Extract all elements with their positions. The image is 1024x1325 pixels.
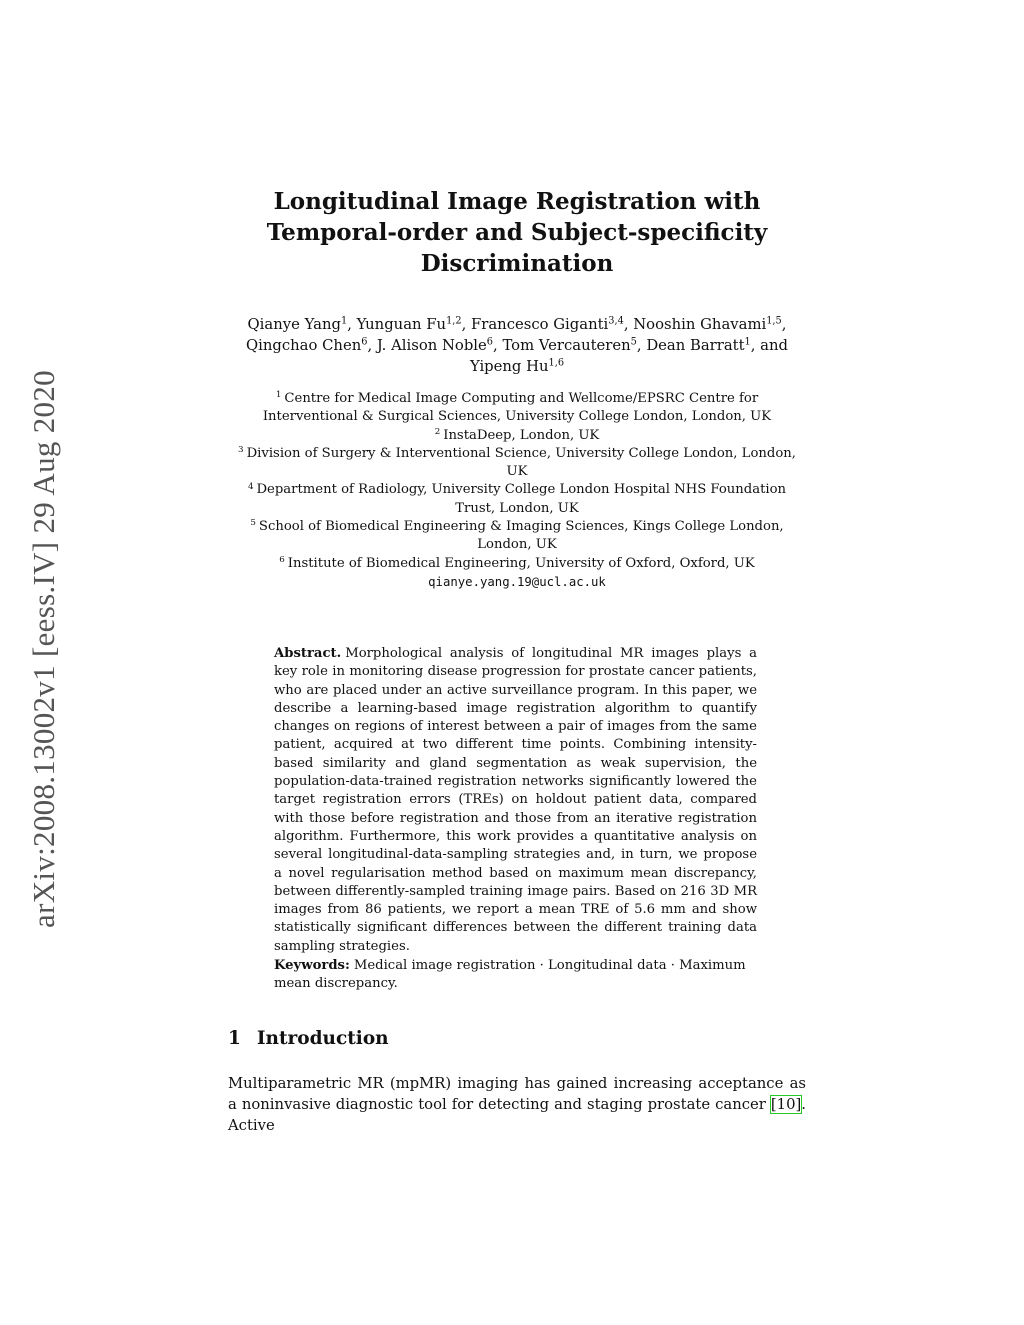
author-affil-sup: 3,4 <box>608 315 624 327</box>
affiliation-number: 5 <box>250 518 256 529</box>
affiliation-text: Division of Surgery & Interventional Science, University College London, London, <box>246 445 796 461</box>
author-name: Yunguan Fu <box>356 316 447 333</box>
affiliation-line <box>228 390 806 408</box>
affiliation-line <box>228 481 806 499</box>
author-name: Qingchao Chen <box>245 337 362 354</box>
author-name: Tom Vercauteren <box>502 337 631 354</box>
affiliation-line <box>228 518 806 536</box>
author-affil-sup: 1,5 <box>766 315 782 327</box>
author-affil-sup: 6 <box>361 336 368 348</box>
arxiv-identifier-text: arXiv:2008.13002v1 [eess.IV] 29 Aug 2020 <box>26 370 61 928</box>
contact-email[interactable]: qianye.yang.19@ucl.ac.uk <box>428 574 606 589</box>
affiliation-text: Institute of Biomedical Engineering, University of Oxford, Oxford, UK <box>287 555 755 571</box>
author-name: Nooshin Ghavami <box>633 316 767 333</box>
author-affil-sup: 5 <box>630 336 637 348</box>
affiliation-number: 6 <box>279 554 285 565</box>
affiliation-number: 2 <box>434 426 441 437</box>
paper-title <box>228 186 806 279</box>
author-sep: , <box>347 316 357 333</box>
intro-paragraph <box>228 1073 806 1136</box>
author-affil-sup: 6 <box>486 336 494 348</box>
author-list <box>228 314 806 377</box>
author-line <box>228 335 806 356</box>
author-line <box>228 356 806 377</box>
author-sep: , <box>461 316 471 333</box>
author-sep: , <box>493 337 503 354</box>
author-name: Yipeng Hu <box>469 358 549 375</box>
abstract-label: Abstract. <box>274 646 342 661</box>
author-affil-sup: 1 <box>744 336 751 348</box>
keywords-label: Keywords: <box>274 958 350 973</box>
author-sep: , <box>623 316 634 333</box>
author-affil-sup: 1,2 <box>446 315 462 327</box>
author-sep: , <box>367 337 377 354</box>
citation-link[interactable]: [10] <box>770 1096 802 1113</box>
abstract <box>274 645 757 956</box>
affiliation-number: 3 <box>238 445 244 456</box>
author-name: Dean Barratt <box>646 337 745 354</box>
section-title: Introduction <box>256 1028 389 1049</box>
affiliation-text: Department of Radiology, University College London Hospital NHS Foundation <box>256 482 787 498</box>
author-name: J. Alison Noble <box>376 337 487 354</box>
title-line: Temporal-order and Subject-specificity <box>266 219 768 246</box>
affiliation-line: Trust, London, UK <box>455 500 579 516</box>
affiliation-line <box>228 445 806 463</box>
affiliation-line <box>228 427 806 445</box>
affiliation-line <box>228 555 806 573</box>
author-sep: , <box>636 337 647 354</box>
section-heading <box>228 1028 389 1049</box>
affiliation-text: School of Biomedical Engineering & Imaging Sciences, Kings College London, <box>258 519 784 535</box>
affiliation-text: InstaDeep, London, UK <box>443 427 600 443</box>
affiliation-line: UK <box>506 464 528 480</box>
section-number: 1 <box>228 1028 241 1049</box>
title-line: Longitudinal Image Registration with <box>273 188 761 215</box>
author-affil-sup: 1,6 <box>548 357 565 369</box>
keywords <box>274 957 757 994</box>
abstract-text: Morphological analysis of longitudinal MR images plays a key role in monitoring disease progression for prostate cancer patients, who are placed under an active surveillance program. In this paper, we describe a learning-based image registration algorithm to quantify changes on regions of interest between a pair of images from the same patient, acquired at two different time points. Combining intensity-based similarity and gland segmentation as weak supervision, the population-data-trained registration networks significantly lowered the target registration errors (TREs) on holdout patient data, compared with those before registration and those from an iterative registration algorithm. Furthermore, this work provides a quantitative analysis on several longitudinal-data-sampling strategies and, in turn, we propose a novel regularisation method based on maximum mean discrepancy, between differently-sampled training image pairs. Based on 216 3D MR images from 86 patients, we report a mean TRE of 5.6 mm and show statistically significant differences between the different training data sampling strategies. <box>274 646 757 954</box>
arxiv-identifier <box>12 343 76 955</box>
affiliation-number: 4 <box>247 481 254 492</box>
author-affil-sup: 1 <box>341 315 348 327</box>
author-line <box>228 314 806 335</box>
keywords-text: Medical image registration · Longitudinal data · Maximum mean discrepancy. <box>274 958 746 992</box>
author-name: Qianye Yang <box>247 316 342 333</box>
affiliation-number: 1 <box>275 390 282 401</box>
affiliation-list <box>228 390 806 591</box>
title-line: Discrimination <box>420 250 614 277</box>
affiliation-line: London, UK <box>477 537 557 553</box>
author-name: Francesco Giganti <box>471 316 609 333</box>
intro-text-tail: . Active <box>228 1096 806 1134</box>
intro-text: Multiparametric MR (mpMR) imaging has gained increasing acceptance as a noninvasive diagnostic tool for detecting and staging prostate cancer <box>228 1075 806 1113</box>
author-sep: , <box>781 316 787 333</box>
affiliation-text: Centre for Medical Image Computing and Wellcome/EPSRC Centre for <box>284 391 759 406</box>
author-sep: , and <box>750 337 788 354</box>
affiliation-line: Interventional & Surgical Sciences, University College London, London, UK <box>262 409 772 425</box>
